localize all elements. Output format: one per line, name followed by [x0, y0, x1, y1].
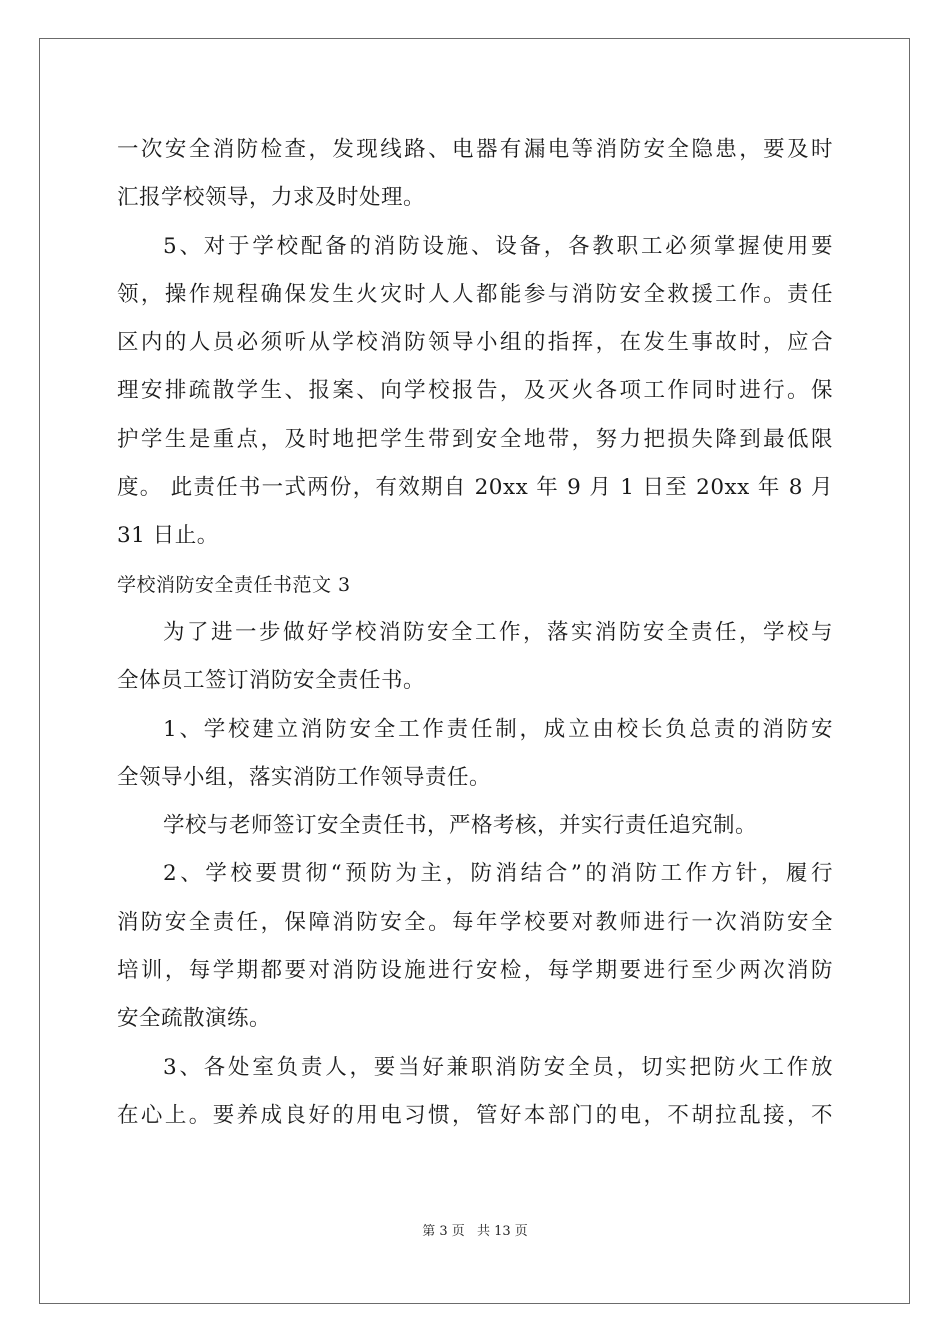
- text-line: 31 日止。: [117, 523, 219, 549]
- document-body: [117, 126, 833, 1140]
- text-line: 区内的人员必须听从学校消防领导小组的指挥，在发生事故时，应合: [117, 330, 833, 356]
- text-line: 度。 此责任书一式两份，有效期自 20xx 年 9 月 1 日至 20xx 年 8 月: [117, 475, 833, 501]
- page-number: 第 3 页: [422, 1224, 465, 1239]
- page-total: 共 13 页: [476, 1224, 528, 1239]
- text-line: 3、各处室负责人，要当好兼职消防安全员，切实把防火工作放: [163, 1054, 833, 1080]
- page-footer: [0, 1220, 950, 1239]
- text-line: 5、对于学校配备的消防设施、设备，各教职工必须掌握使用要: [163, 233, 833, 259]
- text-line: 一次安全消防检查，发现线路、电器有漏电等消防安全隐患，要及时: [117, 137, 833, 162]
- section-heading: 学校消防安全责任书范文 3: [117, 573, 351, 596]
- text-line: 全领导小组，落实消防工作领导责任。: [117, 764, 492, 790]
- text-line: 全体员工签订消防安全责任书。: [117, 668, 426, 694]
- text-line: 学校与老师签订安全责任书，严格考核，并实行责任追究制。: [163, 813, 758, 839]
- text-line: 汇报学校领导，力求及时处理。: [117, 185, 426, 211]
- text-line: 领，操作规程确保发生火灾时人人都能参与消防安全救援工作。责任: [117, 281, 833, 307]
- text-line: 培训，每学期都要对消防设施进行安检，每学期要进行至少两次消防: [117, 958, 833, 984]
- text-line: 理安排疏散学生、报案、向学校报告，及灭火各项工作同时进行。保: [117, 378, 833, 404]
- text-line: 为了进一步做好学校消防安全工作，落实消防安全责任，学校与: [163, 619, 833, 645]
- text-line: 消防安全责任，保障消防安全。每年学校要对教师进行一次消防安全: [117, 909, 833, 935]
- text-line: 2、学校要贯彻“预防为主，防消结合”的消防工作方针，履行: [163, 861, 833, 887]
- text-line: 安全疏散演练。: [117, 1006, 272, 1032]
- text-line: 护学生是重点，及时地把学生带到安全地带，努力把损失降到最低限: [117, 426, 833, 452]
- text-line: 在心上。要养成良好的用电习惯，管好本部门的电，不胡拉乱接，不: [117, 1102, 833, 1128]
- text-line: 1、学校建立消防安全工作责任制，成立由校长负总责的消防安: [163, 716, 833, 742]
